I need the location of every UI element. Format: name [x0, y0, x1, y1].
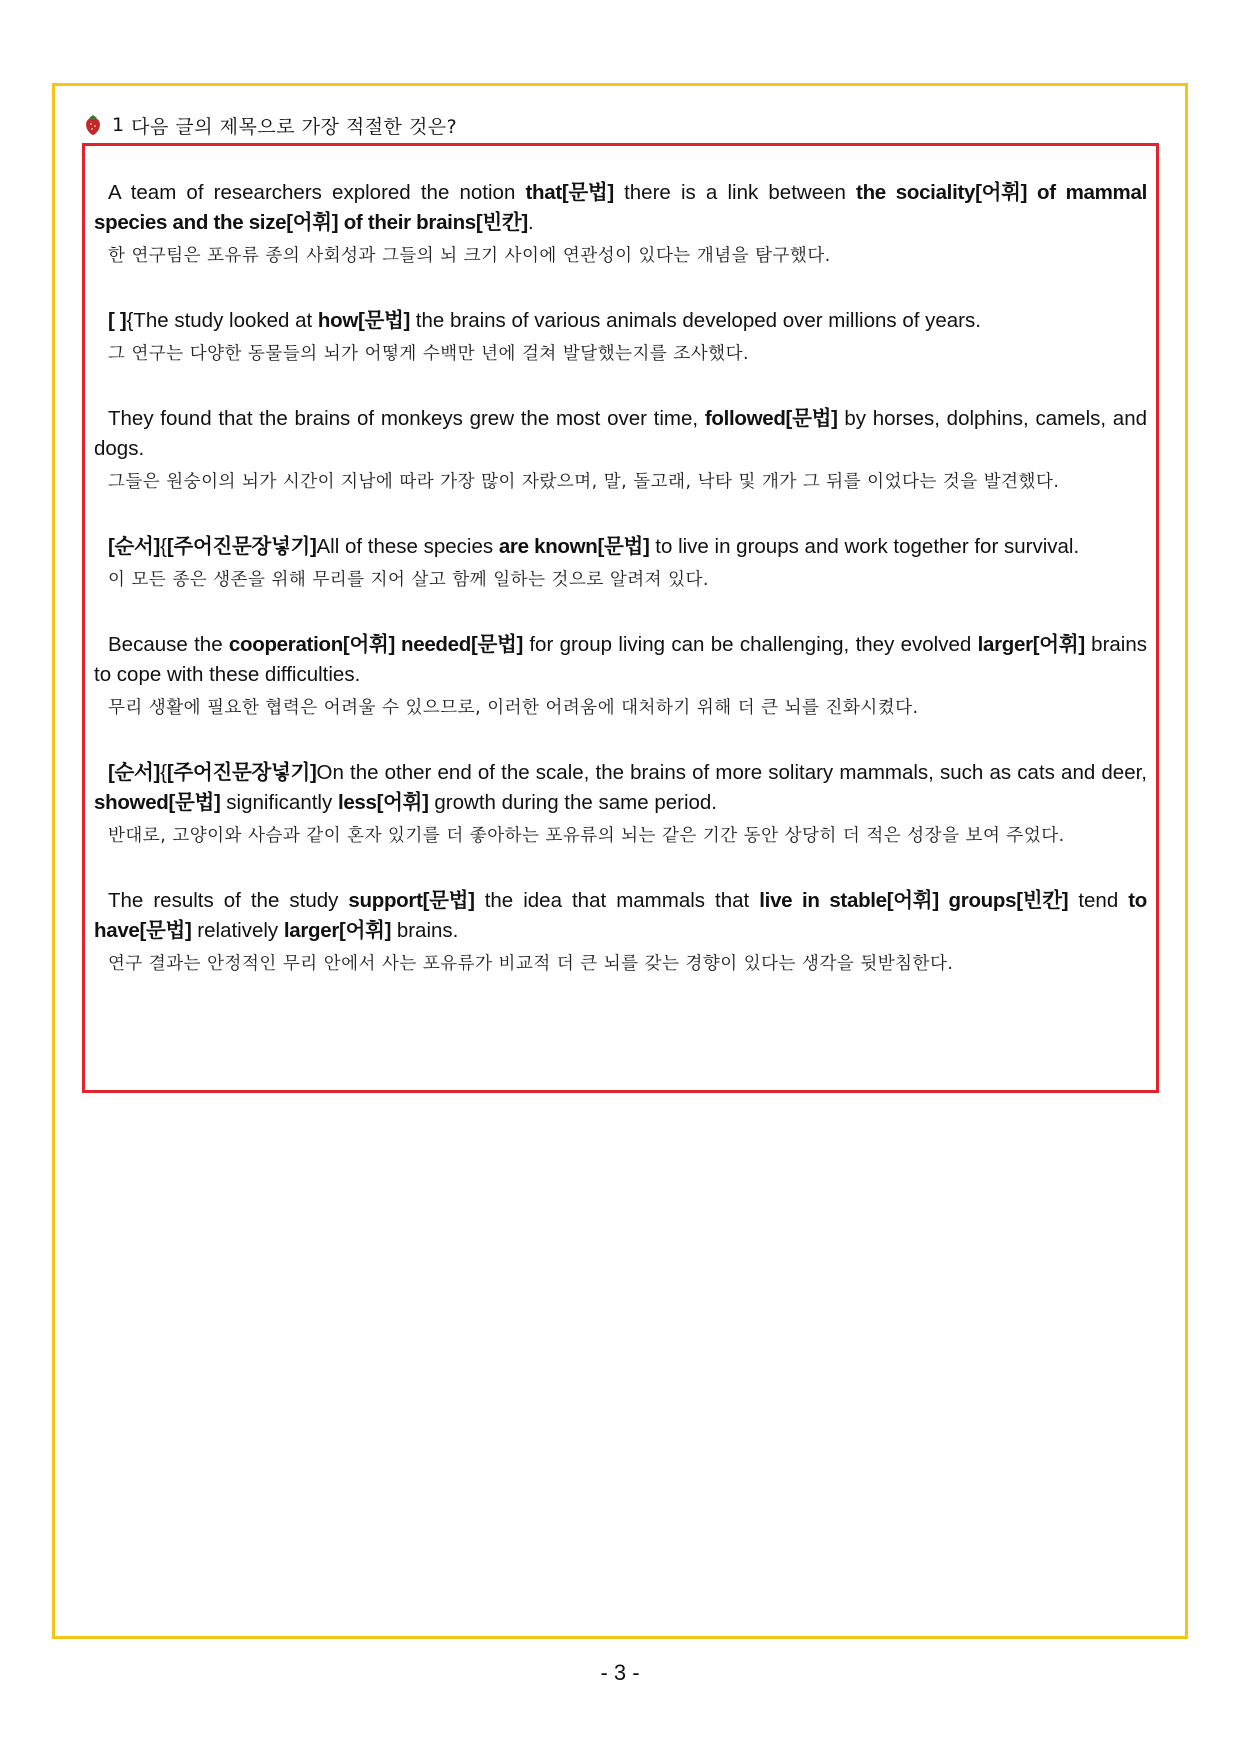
sentence-block [94, 404, 1147, 497]
english-sentence [94, 178, 1147, 238]
sentence-text: . [527, 211, 534, 234]
english-sentence [94, 404, 1147, 464]
highlighted-term: are known[문법] [498, 535, 650, 558]
sentence-text: On the other end of the scale, the brains of more solitary mammals, such as cats and deer, [316, 761, 1147, 784]
highlighted-term: support[문법] [348, 889, 475, 912]
highlighted-term: showed[문법] [94, 791, 221, 814]
sentence-block [94, 630, 1147, 723]
sentence-text: for group living can be challenging, they evolved [523, 633, 978, 656]
strawberry-bullet-icon [84, 114, 102, 136]
sentence-text: brains. [391, 919, 459, 942]
sentence-text: Because the [108, 633, 229, 656]
korean-translation: 한 연구팀은 포유류 종의 사회성과 그들의 뇌 크기 사이에 연관성이 있다는 개념을 탐구했다. [108, 246, 831, 266]
english-sentence [94, 532, 1147, 562]
highlighted-term: how[문법] [317, 309, 411, 332]
highlighted-term: live in stable[어휘] groups[빈칸] [759, 889, 1069, 912]
highlighted-term: the sociality[어휘] of mammal species and the size[어휘] of their brains[빈칸] [94, 181, 1147, 234]
sentence-block [94, 758, 1147, 851]
highlighted-term: cooperation[어휘] needed[문법] [228, 633, 524, 656]
sentence-text: {The study looked at [126, 309, 318, 332]
highlighted-term: [주어진문장넣기] [166, 761, 317, 784]
korean-translation: 그 연구는 다양한 동물들의 뇌가 어떻게 수백만 년에 걸쳐 발달했는지를 조사했다. [108, 344, 750, 364]
sentence-text: there is a link between [613, 181, 857, 204]
highlighted-term: [주어진문장넣기] [166, 535, 317, 558]
sentence-text: relatively [191, 919, 284, 942]
sentence-block [94, 306, 1147, 369]
highlighted-term: larger[어휘] [283, 919, 392, 942]
highlighted-term: [순서] [108, 761, 161, 784]
sentence-list [94, 178, 1147, 979]
highlighted-term: larger[어휘] [977, 633, 1085, 656]
sentence-block [94, 178, 1147, 271]
highlighted-term: that[문법] [525, 181, 614, 204]
sentence-text: A team of researchers explored the notion [108, 181, 526, 204]
highlighted-term: followed[문법] [704, 407, 838, 430]
sentence-block [94, 532, 1147, 595]
question-header [84, 112, 457, 138]
english-sentence [94, 630, 1147, 690]
english-sentence [94, 886, 1147, 946]
korean-translation: 이 모든 종은 생존을 위해 무리를 지어 살고 함께 일하는 것으로 알려져 있다. [108, 570, 709, 590]
english-sentence [94, 758, 1147, 818]
sentence-text: { [160, 761, 167, 784]
highlighted-term: [ ] [108, 309, 127, 332]
sentence-text: growth during the same period. [428, 791, 718, 814]
sentence-text: significantly [220, 791, 338, 814]
korean-translation: 반대로, 고양이와 사슴과 같이 혼자 있기를 더 좋아하는 포유류의 뇌는 같은 기간 동안 상당히 더 적은 성장을 보여 주었다. [108, 826, 1065, 846]
sentence-text: by horses, dolphins, camels, and dogs. [94, 407, 1147, 460]
sentence-text: All of these species [316, 535, 499, 558]
sentence-text: tend [1068, 889, 1129, 912]
highlighted-term: less[어휘] [337, 791, 429, 814]
korean-translation: 무리 생활에 필요한 협력은 어려울 수 있으므로, 이러한 어려움에 대처하기 위해 더 큰 뇌를 진화시켰다. [108, 698, 919, 718]
sentence-text: brains to cope with these difficulties. [94, 633, 1148, 686]
page-number: - 3 - [600, 1660, 640, 1685]
question-prompt: 다음 글의 제목으로 가장 적절한 것은? [131, 115, 458, 138]
sentence-text: They found that the brains of monkeys grew the most over time, [108, 407, 705, 430]
highlighted-term: [순서] [108, 535, 161, 558]
highlighted-term: to have[문법] [94, 889, 1147, 942]
english-sentence [94, 306, 1147, 336]
question-number: 1 [112, 114, 125, 136]
sentence-text: The results of the study [108, 889, 349, 912]
sentence-text: the idea that mammals that [474, 889, 760, 912]
sentence-text: { [160, 535, 167, 558]
korean-translation: 연구 결과는 안정적인 무리 안에서 사는 포유류가 비교적 더 큰 뇌를 갖는 경향이 있다는 생각을 뒷받침한다. [108, 954, 954, 974]
sentence-text: the brains of various animals developed over millions of years. [410, 309, 981, 332]
passage-box [82, 143, 1159, 1093]
sentence-text: to live in groups and work together for survival. [649, 535, 1080, 558]
korean-translation: 그들은 원숭이의 뇌가 시간이 지남에 따라 가장 많이 자랐으며, 말, 돌고래, 낙타 및 개가 그 뒤를 이었다는 것을 발견했다. [108, 472, 1060, 492]
sentence-block [94, 886, 1147, 979]
